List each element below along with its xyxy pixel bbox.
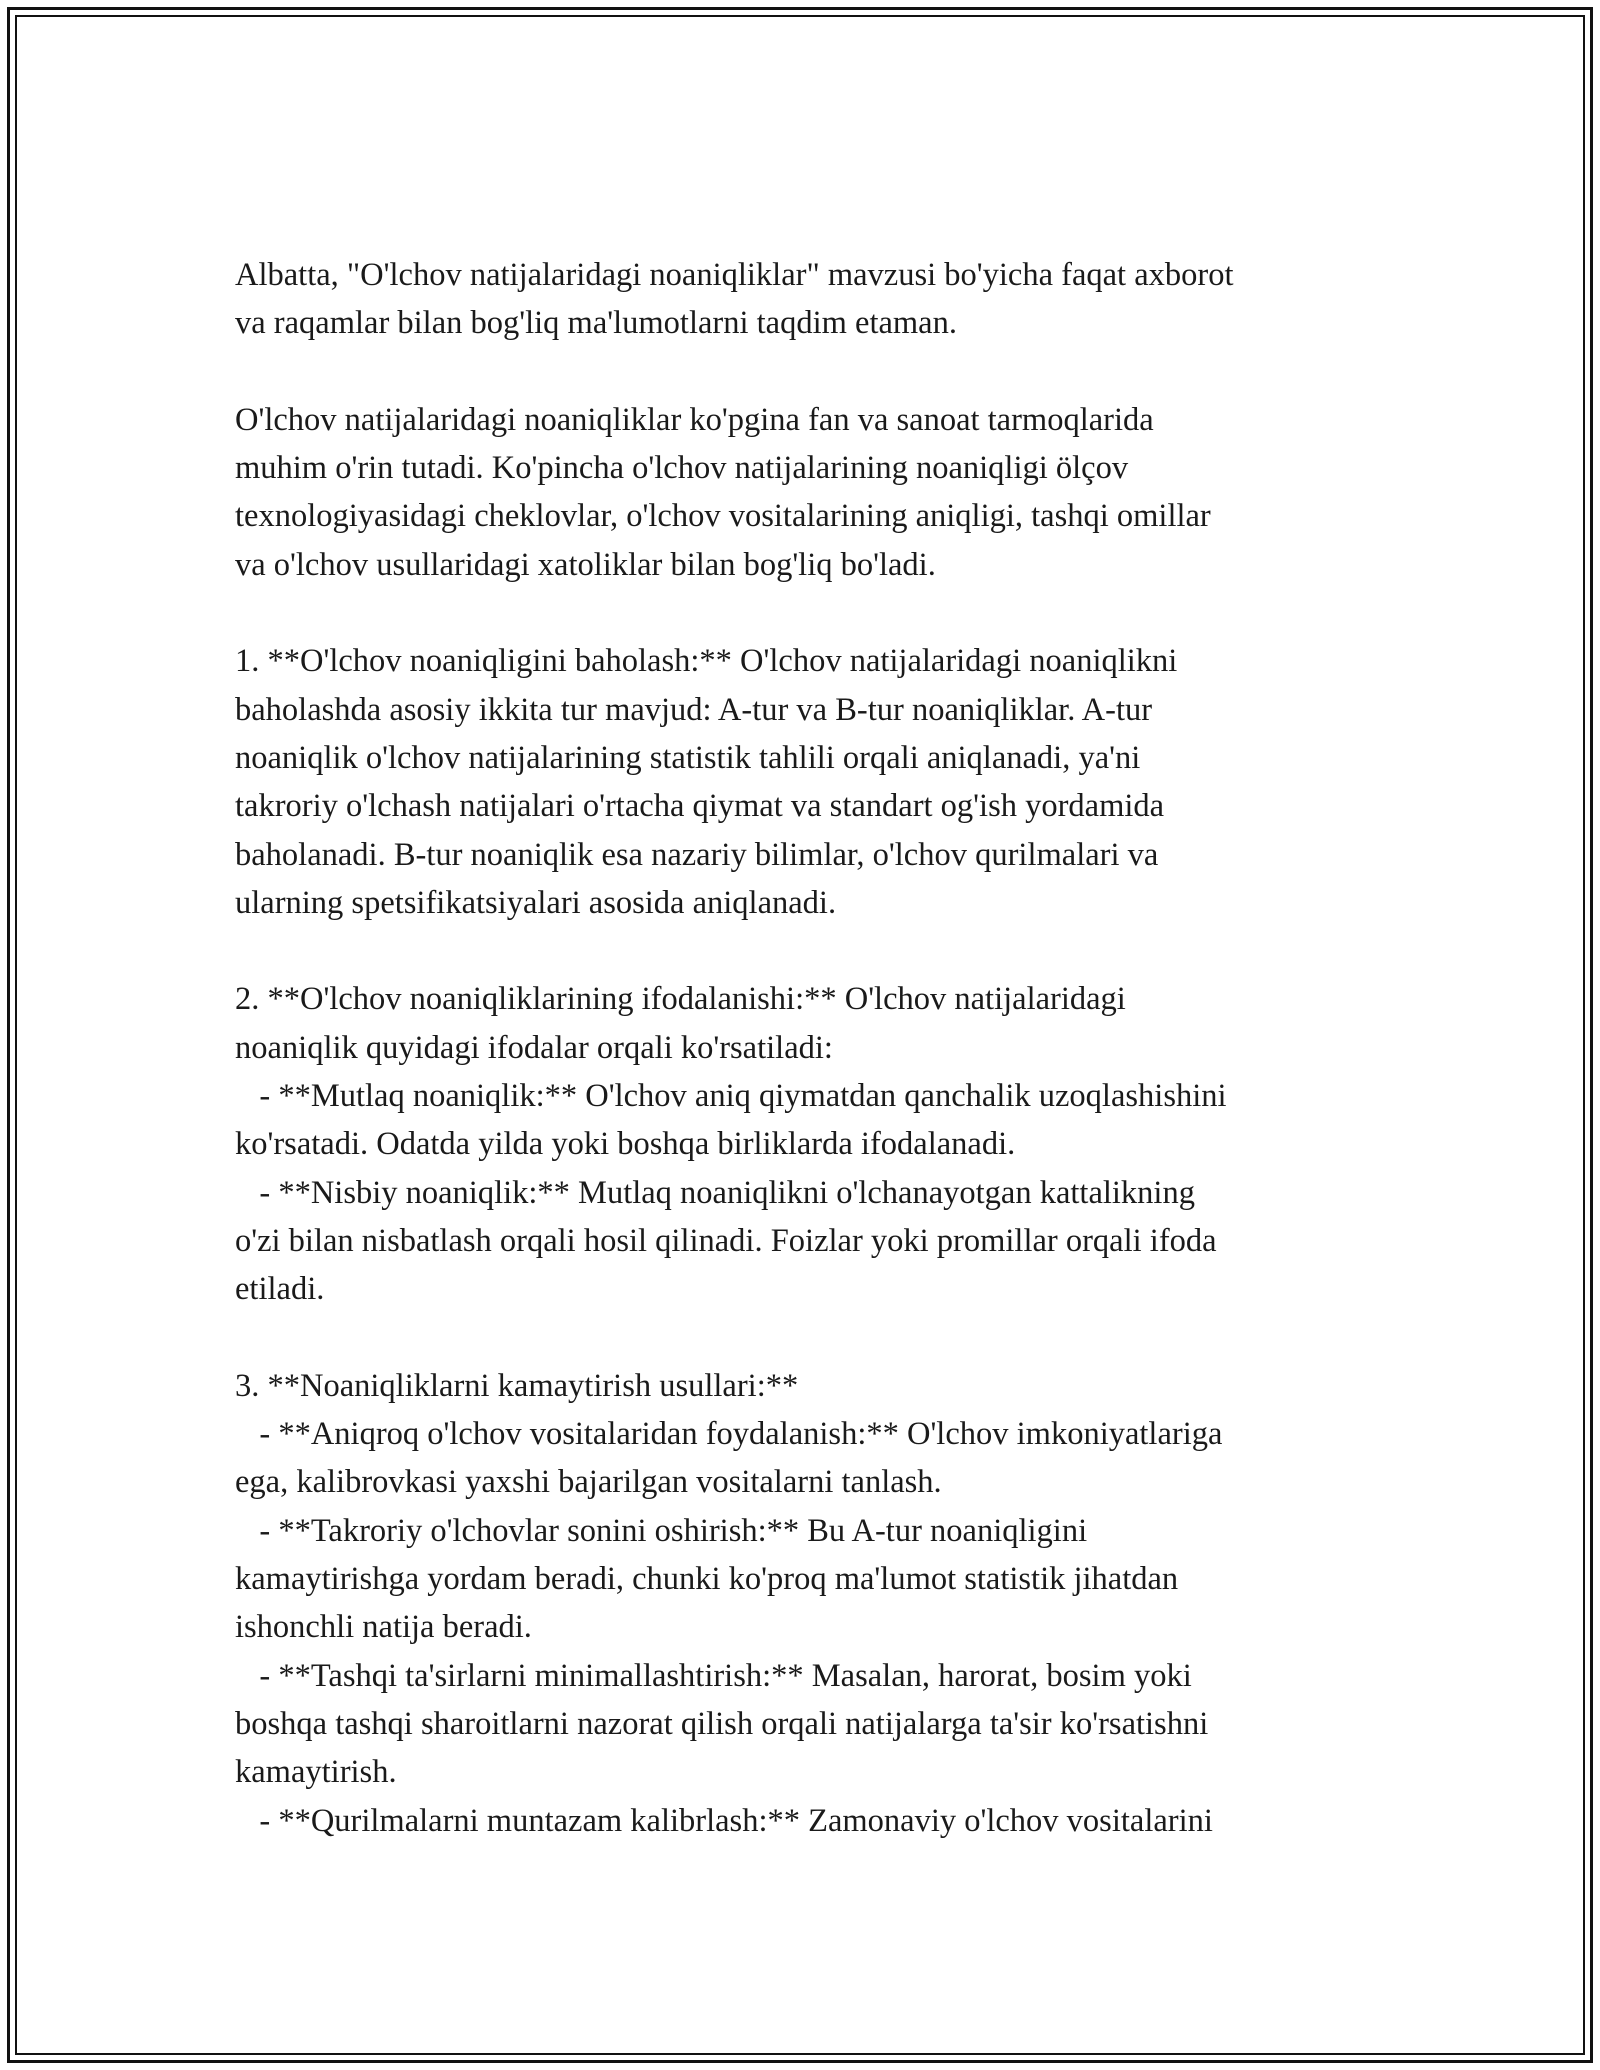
text-line: muhim o'rin tutadi. Ko'pincha o'lchov natijalarining noaniqligi ölçov xyxy=(235,450,1129,487)
text-line: ko'rsatadi. Odatda yilda yoki boshqa birliklarda ifodalanadi. xyxy=(235,1126,1016,1163)
text-line: - **Mutlaq noaniqlik:** O'lchov aniq qiymatdan qanchalik uzoqlashishini xyxy=(235,1078,1227,1115)
text-line: - **Takroriy o'lchovlar sonini oshirish:** Bu A-tur noaniqligini xyxy=(235,1512,1088,1549)
text-line: noaniqlik quyidagi ifodalar orqali ko'rsatiladi: xyxy=(235,1029,833,1066)
text-line: texnologiyasidagi cheklovlar, o'lchov vositalarining aniqligi, tashqi omillar xyxy=(235,498,1211,535)
text-line: kamaytirish. xyxy=(235,1754,397,1791)
text-line: etiladi. xyxy=(235,1271,325,1308)
text-line: ega, kalibrovkasi yaxshi bajarilgan vositalarni tanlash. xyxy=(235,1464,942,1501)
text-line: - **Aniqroq o'lchov vositalaridan foydalanish:** O'lchov imkoniyatlariga xyxy=(235,1416,1223,1453)
text-line: - **Nisbiy noaniqlik:** Mutlaq noaniqlikni o'lchanayotgan kattalikning xyxy=(235,1174,1195,1211)
paragraph-section-1 xyxy=(235,637,1385,927)
text-line: va raqamlar bilan bog'liq ma'lumotlarni taqdim etaman. xyxy=(235,305,957,342)
text-line: baholanadi. B-tur noaniqlik esa nazariy bilimlar, o'lchov qurilmalari va xyxy=(235,836,1159,873)
paragraph-intro xyxy=(235,251,1385,348)
paragraph-section-2 xyxy=(235,975,1385,1313)
text-line: kamaytirishga yordam beradi, chunki ko'proq ma'lumot statistik jihatdan xyxy=(235,1561,1179,1598)
document-body xyxy=(235,251,1385,1893)
text-line: - **Tashqi ta'sirlarni minimallashtirish:** Masalan, harorat, bosim yoki xyxy=(235,1657,1192,1694)
text-line: va o'lchov usullaridagi xatoliklar bilan bog'liq bo'ladi. xyxy=(235,546,936,583)
text-line: boshqa tashqi sharoitlarni nazorat qilish orqali natijalarga ta'sir ko'rsatishni xyxy=(235,1705,1209,1742)
text-line: 1. **O'lchov noaniqligini baholash:** O'lchov natijalaridagi noaniqlikni xyxy=(235,643,1178,680)
paragraph-section-3 xyxy=(235,1362,1385,1845)
text-line: Albatta, "O'lchov natijalaridagi noaniqliklar" mavzusi bo'yicha faqat axborot xyxy=(235,257,1234,293)
text-line: 2. **O'lchov noaniqliklarining ifodalanishi:** O'lchov natijalaridagi xyxy=(235,981,1126,1018)
text-line: noaniqlik o'lchov natijalarining statistik tahlili orqali aniqlanadi, ya'ni xyxy=(235,739,1141,776)
text-line: o'zi bilan nisbatlash orqali hosil qilinadi. Foizlar yoki promillar orqali ifoda xyxy=(235,1222,1217,1259)
paragraph-overview xyxy=(235,396,1385,589)
text-line: ularning spetsifikatsiyalari asosida aniqlanadi. xyxy=(235,884,837,921)
text-line: 3. **Noaniqliklarni kamaytirish usullari:** xyxy=(235,1367,799,1404)
text-line: ishonchli natija beradi. xyxy=(235,1609,532,1646)
text-line: takroriy o'lchash natijalari o'rtacha qiymat va standart og'ish yordamida xyxy=(235,788,1165,825)
text-line: - **Qurilmalarni muntazam kalibrlash:** Zamonaviy o'lchov vositalarini xyxy=(235,1802,1213,1839)
text-line: O'lchov natijalaridagi noaniqliklar ko'pgina fan va sanoat tarmoqlarida xyxy=(235,401,1154,438)
text-line: baholashda asosiy ikkita tur mavjud: A-tur va B-tur noaniqliklar. A-tur xyxy=(235,691,1153,728)
